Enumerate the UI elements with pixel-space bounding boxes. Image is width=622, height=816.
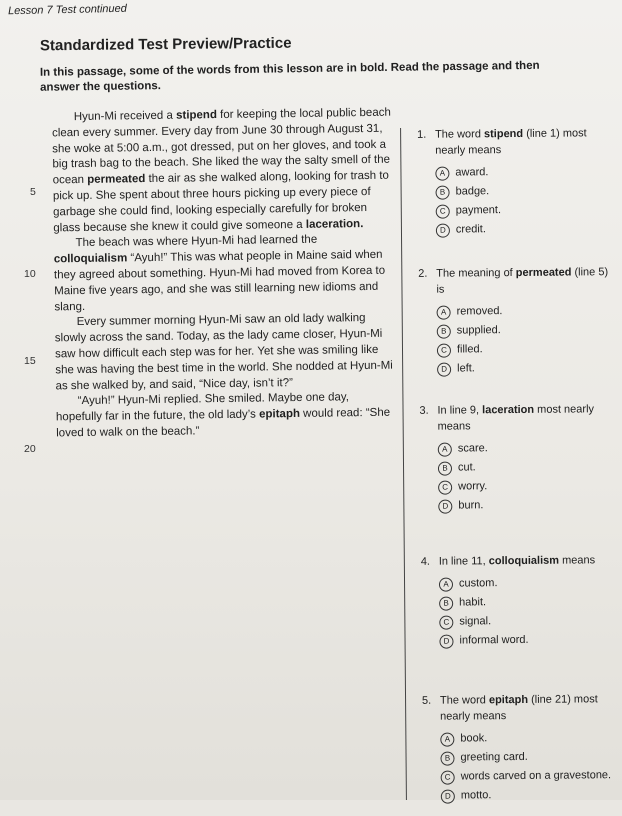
passage-text: would read: “She loved to walk on the beach.”	[56, 406, 391, 440]
question-item	[419, 401, 610, 514]
answer-bubble-icon[interactable]: D	[436, 224, 450, 238]
bold-vocab-word: colloquialism	[53, 252, 128, 266]
answer-bubble-icon[interactable]: D	[439, 635, 453, 649]
answer-choice-text: words carved on a gravestone.	[460, 769, 612, 783]
answer-bubble-icon[interactable]: B	[438, 462, 452, 476]
answer-choice[interactable]	[440, 748, 612, 766]
question-text	[439, 552, 595, 569]
answer-choice-text: filled.	[456, 343, 483, 356]
passage-paragraph	[55, 311, 396, 395]
answer-choice[interactable]	[439, 593, 611, 611]
line-number: 5	[30, 186, 36, 198]
answer-bubble-icon[interactable]: D	[437, 363, 451, 377]
answer-choices	[422, 729, 613, 804]
question-number: 4.	[420, 555, 431, 568]
bold-vocab-word: laceration.	[305, 217, 364, 231]
question-text-run: The word	[435, 128, 485, 141]
bold-vocab-word: stipend	[483, 127, 524, 141]
question-stem	[417, 125, 607, 159]
answer-bubble-icon[interactable]: D	[441, 790, 455, 804]
answer-bubble-icon[interactable]: C	[439, 616, 453, 630]
question-item	[418, 264, 609, 377]
passage-body	[52, 106, 397, 442]
line-number: 10	[24, 268, 36, 280]
answer-choice-text: left.	[457, 362, 475, 375]
answer-bubble-icon[interactable]: C	[438, 481, 452, 495]
answer-bubble-icon[interactable]: B	[439, 597, 453, 611]
question-number: 2.	[418, 267, 428, 280]
answer-choice-text: book.	[460, 732, 488, 745]
answer-choice[interactable]	[441, 786, 613, 804]
passage-text: Every summer morning Hyun-Mi saw an old lady walking slowly across the sand. Today, as the lady came closer, Hyun-Mi saw how difficult each step was for her. Yet she was smiling like she was having the best time in the world. She nodded at Hyun-Mi as she walked by, and said, “Nice day, isn’t it?”	[54, 312, 393, 392]
passage-text: Hyun-Mi received a	[73, 109, 177, 124]
passage-paragraph	[52, 106, 394, 237]
answer-bubble-icon[interactable]: B	[440, 752, 454, 766]
answer-choice[interactable]	[439, 631, 611, 649]
answer-bubble-icon[interactable]: A	[439, 578, 453, 592]
passage-paragraph	[53, 232, 394, 316]
question-text-run: (line 21) most nearly means	[440, 693, 598, 723]
passage-paragraph	[56, 390, 397, 442]
answer-choices	[419, 302, 610, 377]
answer-choice[interactable]	[439, 612, 611, 630]
answer-choice-text: signal.	[459, 615, 492, 628]
answer-choices	[420, 439, 611, 514]
answer-choice-text: worry.	[458, 480, 488, 493]
question-number: 5.	[421, 694, 432, 707]
answer-choice-text: custom.	[458, 577, 498, 590]
answer-choice[interactable]	[439, 574, 611, 592]
answer-choices	[421, 574, 612, 649]
question-item	[422, 691, 613, 804]
line-number: 20	[24, 443, 36, 455]
instructions: In this passage, some of the words from this lesson are in bold. Read the passage and then answer the questions.	[39, 59, 540, 94]
answer-bubble-icon[interactable]: A	[437, 306, 451, 320]
passage-text: for keeping the local public beach clean every summer. Every day from June 30 through August 31, she woke at 5:00 a.m., got dressed, put on her gloves, and took a big trash bag to the beach. She liked the way the salty smell of the ocean	[51, 106, 391, 187]
bold-vocab-word: stipend	[175, 109, 218, 122]
bold-vocab-word: epitaph	[488, 693, 529, 707]
answer-choice-text: supplied.	[456, 324, 501, 337]
line-number: 15	[24, 355, 36, 367]
question-text-run: The meaning of	[436, 266, 516, 280]
answer-choice[interactable]	[435, 163, 607, 181]
answer-bubble-icon[interactable]: C	[437, 344, 451, 358]
answer-choice-text: informal word.	[459, 633, 529, 647]
answer-bubble-icon[interactable]: C	[436, 205, 450, 219]
answer-choice[interactable]	[436, 201, 608, 219]
answer-bubble-icon[interactable]: C	[441, 771, 455, 785]
answer-choice[interactable]	[436, 220, 608, 238]
bold-vocab-word: colloquialism	[488, 554, 560, 568]
bold-vocab-word: laceration	[482, 403, 535, 417]
answer-choice-text: removed.	[456, 305, 503, 318]
answer-choice-text: burn.	[458, 499, 484, 512]
question-item	[417, 125, 608, 238]
answer-choice-text: badge.	[455, 185, 490, 198]
answer-choice-text: credit.	[455, 223, 486, 236]
answer-bubble-icon[interactable]: A	[435, 167, 449, 181]
page-title: Standardized Test Preview/Practice	[39, 34, 292, 55]
question-text-run: In line 11,	[438, 555, 489, 568]
answer-choice[interactable]	[438, 477, 610, 495]
question-text-run: means	[558, 554, 596, 567]
question-item	[421, 552, 612, 649]
answer-choice[interactable]	[438, 458, 610, 476]
question-text-run: In line 9,	[437, 404, 483, 417]
question-text-run: (line 1) most nearly means	[435, 127, 587, 157]
answer-choice[interactable]	[435, 182, 607, 200]
answer-choices	[417, 163, 608, 238]
answer-choice-text: scare.	[457, 442, 488, 455]
passage-text: The beach was where Hyun-Mi had learned the	[75, 234, 318, 250]
answer-choice[interactable]	[438, 439, 610, 457]
answer-choice-text: cut.	[457, 461, 476, 474]
question-text	[437, 401, 609, 434]
question-text-run: (line 5) is	[436, 266, 609, 296]
passage-text: the air as she walked along, looking for trash to pick up. She spent about three hours picking up every piece of garbage she could find, looking especially carefully for broken glass because she knew it could give someone a	[52, 169, 389, 234]
question-text	[435, 125, 607, 158]
question-number: 1.	[417, 128, 427, 141]
lesson-tag: Lesson 7 Test continued	[7, 2, 127, 18]
answer-choice[interactable]	[437, 321, 609, 339]
question-text-run: The word	[439, 694, 489, 707]
reading-passage	[52, 106, 397, 442]
answer-choice[interactable]	[441, 767, 613, 785]
bold-vocab-word: permeated	[515, 266, 572, 279]
bold-vocab-word: permeated	[87, 173, 146, 187]
answer-choice-text: habit.	[459, 596, 487, 609]
question-text-run: most nearly means	[437, 403, 595, 433]
answer-choice[interactable]	[437, 359, 609, 377]
answer-choice-text: motto.	[460, 789, 492, 802]
answer-bubble-icon[interactable]: A	[438, 443, 452, 457]
answer-choice-text: payment.	[455, 204, 502, 217]
answer-bubble-icon[interactable]: B	[437, 325, 451, 339]
question-stem	[419, 401, 609, 435]
answer-choice-text: award.	[455, 166, 489, 179]
bold-vocab-word: epitaph	[258, 408, 301, 421]
passage-text: “Ayuh!” This was what people in Maine said when they agreed about something. Hyun-Mi had moved from Korea to Maine five years ago, and she was still learning new idioms and slang.	[53, 248, 386, 313]
passage-text: “Ayuh!” Hyun-Mi replied. She smiled. Maybe one day, hopefully far in the future, the old lady’s	[55, 391, 350, 424]
question-stem	[418, 264, 608, 298]
answer-bubble-icon[interactable]: A	[440, 733, 454, 747]
answer-choice[interactable]	[437, 302, 609, 320]
question-text	[436, 264, 608, 297]
column-divider	[400, 128, 407, 800]
answer-choice-text: greeting card.	[460, 750, 528, 764]
question-stem	[422, 691, 612, 725]
question-text	[440, 691, 612, 724]
question-number: 3.	[419, 404, 429, 417]
question-list	[417, 125, 613, 816]
answer-choice[interactable]	[437, 340, 609, 358]
answer-choice[interactable]	[440, 729, 612, 747]
answer-bubble-icon[interactable]: D	[438, 500, 452, 514]
question-stem	[421, 552, 611, 570]
answer-bubble-icon[interactable]: B	[436, 186, 450, 200]
answer-choice[interactable]	[438, 496, 610, 514]
